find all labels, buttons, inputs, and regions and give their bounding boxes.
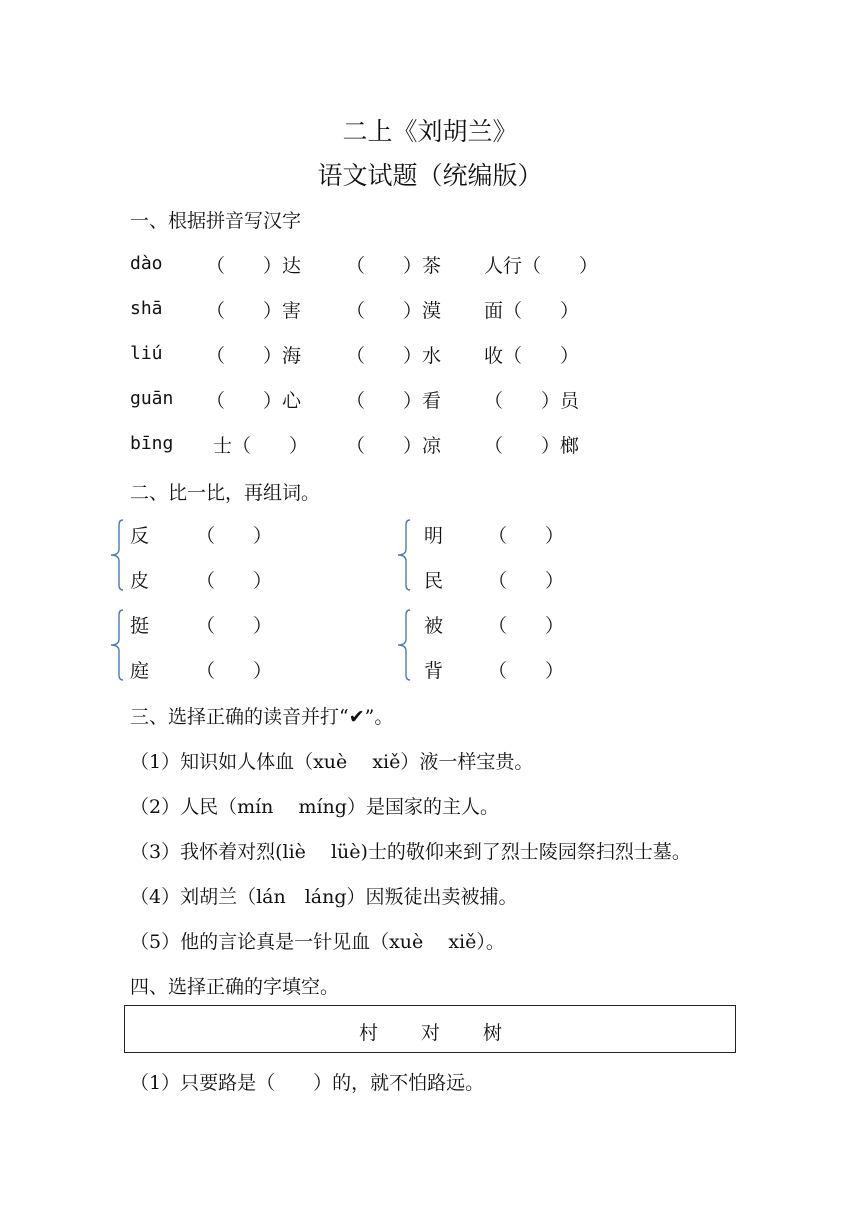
answer-blank: （ ） <box>488 570 565 592</box>
compare-char: 被 <box>424 615 444 637</box>
blank-word: （ ）心 <box>206 390 302 412</box>
compare-char: 明 <box>424 525 444 547</box>
answer-blank: （ ） <box>196 615 273 637</box>
blank-word: （ ）员 <box>484 390 580 412</box>
blank-word: （ ）凉 <box>346 435 442 457</box>
word-choice-box <box>124 1005 736 1053</box>
compare-char: 挺 <box>130 615 150 637</box>
curly-brace-icon <box>397 519 409 591</box>
blank-word: 士（ ） <box>213 435 309 457</box>
blank-word: 收（ ） <box>484 345 580 367</box>
compare-char: 皮 <box>130 570 150 592</box>
blank-word: 人行（ ） <box>484 255 599 277</box>
question-item: （1）知识如人体血（xuè xiě）液一样宝贵。 <box>130 751 534 773</box>
blank-word: （ ）看 <box>346 390 442 412</box>
blank-word: （ ）海 <box>206 345 302 367</box>
compare-char: 民 <box>424 570 444 592</box>
question-item: （5）他的言论真是一针见血（xuè xiě）。 <box>130 931 505 953</box>
blank-word: （ ）达 <box>206 255 302 277</box>
blank-word: （ ）漠 <box>346 300 442 322</box>
question-item: （4）刘胡兰（lán láng）因叛徒出卖被捕。 <box>130 886 518 908</box>
blank-word: （ ）水 <box>346 345 442 367</box>
page-subtitle: 语文试题（统编版） <box>317 161 543 190</box>
compare-char: 反 <box>130 525 150 547</box>
question-item: （3）我怀着对烈(liè lüè)士的敬仰来到了烈士陵园祭扫烈士墓。 <box>130 841 691 863</box>
blank-word: （ ）茶 <box>346 255 442 277</box>
blank-word: （ ）榔 <box>484 435 580 457</box>
answer-blank: （ ） <box>488 525 565 547</box>
answer-blank: （ ） <box>488 615 565 637</box>
choice-char: 村 <box>359 1022 379 1044</box>
blank-word: 面（ ） <box>484 300 580 322</box>
question-item: （2）人民（mín míng）是国家的主人。 <box>130 796 499 818</box>
compare-char: 庭 <box>130 660 150 682</box>
page-title: 二上《刘胡兰》 <box>342 117 518 146</box>
curly-brace-icon <box>397 609 409 681</box>
answer-blank: （ ） <box>196 660 273 682</box>
answer-blank: （ ） <box>196 570 273 592</box>
blank-word: （ ）害 <box>206 300 302 322</box>
pinyin: dào <box>130 253 163 274</box>
curly-brace-icon <box>110 609 122 681</box>
section1-heading: 一、根据拼音写汉字 <box>130 210 302 232</box>
curly-brace-icon <box>110 519 122 591</box>
compare-char: 背 <box>424 660 444 682</box>
question-item: （1）只要路是（ ）的，就不怕路远。 <box>130 1072 485 1094</box>
choice-char: 树 <box>483 1022 503 1044</box>
section2-heading: 二、比一比，再组词。 <box>130 482 321 504</box>
section3-heading: 三、选择正确的读音并打“✔”。 <box>130 706 394 728</box>
section4-heading: 四、选择正确的字填空。 <box>130 976 340 998</box>
pinyin: shā <box>130 298 163 319</box>
pinyin: liú <box>130 343 163 364</box>
answer-blank: （ ） <box>196 525 273 547</box>
answer-blank: （ ） <box>488 660 565 682</box>
choice-char: 对 <box>421 1022 441 1044</box>
pinyin: bīng <box>130 433 174 454</box>
pinyin: guān <box>130 388 174 409</box>
